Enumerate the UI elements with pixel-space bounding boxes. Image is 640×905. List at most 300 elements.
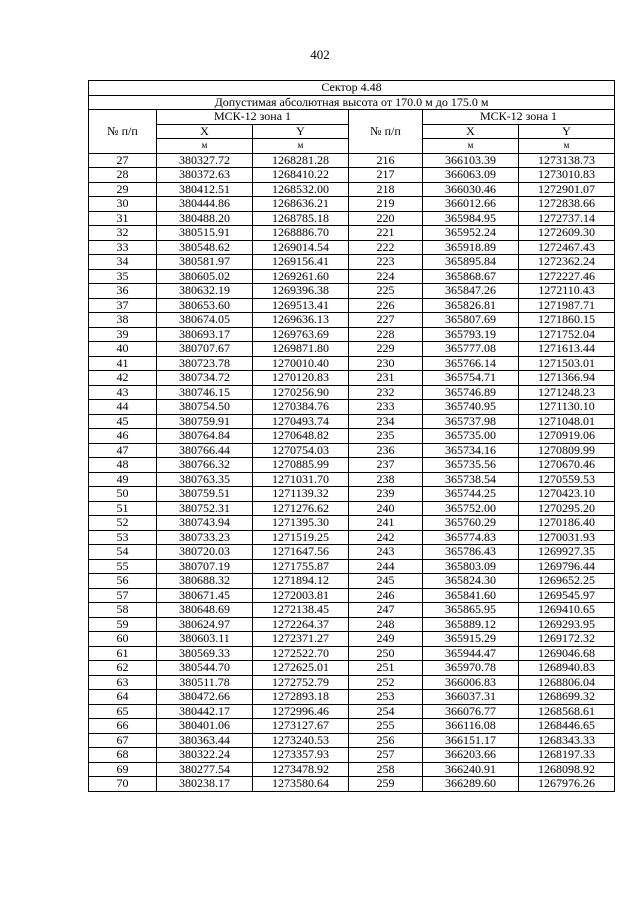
- y-value-left: 1270120.83: [253, 371, 349, 386]
- point-num-right: 216: [349, 153, 423, 168]
- point-num-left: 34: [89, 255, 157, 270]
- y-value-right: 1272609.30: [519, 226, 615, 241]
- point-num-left: 30: [89, 197, 157, 212]
- num-header-left: № п/п: [89, 110, 157, 154]
- x-value-right: 365754.71: [423, 371, 519, 386]
- x-value-right: 366006.83: [423, 675, 519, 690]
- x-value-left: 380754.50: [157, 400, 253, 415]
- point-num-left: 54: [89, 545, 157, 560]
- x-value-left: 380653.60: [157, 298, 253, 313]
- x-value-left: 380322.24: [157, 748, 253, 763]
- y-value-right: 1273138.73: [519, 153, 615, 168]
- point-num-right: 245: [349, 574, 423, 589]
- y-value-left: 1272003.81: [253, 588, 349, 603]
- point-num-left: 45: [89, 414, 157, 429]
- x-value-left: 380277.54: [157, 762, 253, 777]
- point-num-right: 252: [349, 675, 423, 690]
- x-value-left: 380544.70: [157, 661, 253, 676]
- x-value-left: 380723.78: [157, 356, 253, 371]
- y-value-left: 1269871.80: [253, 342, 349, 357]
- point-num-left: 53: [89, 530, 157, 545]
- table-row: [89, 429, 615, 444]
- table-row: [89, 284, 615, 299]
- x-value-left: 380327.72: [157, 153, 253, 168]
- x-value-right: 365777.08: [423, 342, 519, 357]
- x-value-right: 365807.69: [423, 313, 519, 328]
- y-value-right: 1268098.92: [519, 762, 615, 777]
- y-value-right: 1269172.32: [519, 632, 615, 647]
- point-num-left: 62: [89, 661, 157, 676]
- x-value-left: 380412.51: [157, 182, 253, 197]
- point-num-left: 50: [89, 487, 157, 502]
- x-value-right: 365889.12: [423, 617, 519, 632]
- y-value-right: 1269545.97: [519, 588, 615, 603]
- y-header-left: Y: [253, 124, 349, 139]
- x-value-right: 366037.31: [423, 690, 519, 705]
- y-value-left: 1271647.56: [253, 545, 349, 560]
- x-value-left: 380624.97: [157, 617, 253, 632]
- point-num-right: 253: [349, 690, 423, 705]
- x-value-right: 365746.89: [423, 385, 519, 400]
- y-value-right: 1268940.83: [519, 661, 615, 676]
- x-value-left: 380693.17: [157, 327, 253, 342]
- x-value-left: 380363.44: [157, 733, 253, 748]
- y-value-right: 1269927.35: [519, 545, 615, 560]
- y-value-left: 1272996.46: [253, 704, 349, 719]
- table-row: [89, 603, 615, 618]
- point-num-right: 250: [349, 646, 423, 661]
- point-num-left: 64: [89, 690, 157, 705]
- point-num-left: 47: [89, 443, 157, 458]
- point-num-left: 56: [89, 574, 157, 589]
- y-value-left: 1270010.40: [253, 356, 349, 371]
- table-row: [89, 327, 615, 342]
- y-value-left: 1271519.25: [253, 530, 349, 545]
- y-value-right: 1271752.04: [519, 327, 615, 342]
- point-num-right: 233: [349, 400, 423, 415]
- table-row: [89, 182, 615, 197]
- point-num-right: 239: [349, 487, 423, 502]
- y-value-left: 1269636.13: [253, 313, 349, 328]
- point-num-left: 68: [89, 748, 157, 763]
- table-row: [89, 501, 615, 516]
- point-num-right: 241: [349, 516, 423, 531]
- point-num-left: 57: [89, 588, 157, 603]
- point-num-right: 219: [349, 197, 423, 212]
- y-value-right: 1272467.43: [519, 240, 615, 255]
- table-row: [89, 574, 615, 589]
- unit-y-right: м: [519, 139, 615, 154]
- table-row: [89, 298, 615, 313]
- point-num-right: 231: [349, 371, 423, 386]
- table-row: [89, 458, 615, 473]
- table-row: [89, 545, 615, 560]
- y-header-right: Y: [519, 124, 615, 139]
- y-value-left: 1271894.12: [253, 574, 349, 589]
- point-num-left: 65: [89, 704, 157, 719]
- x-value-left: 380444.86: [157, 197, 253, 212]
- table-row: [89, 588, 615, 603]
- point-num-right: 258: [349, 762, 423, 777]
- point-num-right: 229: [349, 342, 423, 357]
- x-value-right: 365793.19: [423, 327, 519, 342]
- point-num-right: 222: [349, 240, 423, 255]
- point-num-left: 44: [89, 400, 157, 415]
- y-value-right: 1271987.71: [519, 298, 615, 313]
- table-row: [89, 197, 615, 212]
- point-num-left: 42: [89, 371, 157, 386]
- y-value-right: 1270670.46: [519, 458, 615, 473]
- point-num-left: 61: [89, 646, 157, 661]
- x-value-left: 380648.69: [157, 603, 253, 618]
- y-value-left: 1271031.70: [253, 472, 349, 487]
- x-value-right: 365774.83: [423, 530, 519, 545]
- point-num-right: 240: [349, 501, 423, 516]
- y-value-right: 1272362.24: [519, 255, 615, 270]
- y-value-right: 1269652.25: [519, 574, 615, 589]
- table-row: [89, 530, 615, 545]
- x-value-left: 380515.91: [157, 226, 253, 241]
- table-row: [89, 371, 615, 386]
- point-num-right: 257: [349, 748, 423, 763]
- y-value-left: 1269396.38: [253, 284, 349, 299]
- y-value-right: 1271048.01: [519, 414, 615, 429]
- x-value-left: 380743.94: [157, 516, 253, 531]
- point-num-left: 66: [89, 719, 157, 734]
- table-row: [89, 632, 615, 647]
- table-row: [89, 153, 615, 168]
- y-value-right: 1273010.83: [519, 168, 615, 183]
- point-num-left: 43: [89, 385, 157, 400]
- point-num-right: 217: [349, 168, 423, 183]
- table-row: [89, 400, 615, 415]
- y-value-left: 1272264.37: [253, 617, 349, 632]
- y-value-right: 1267976.26: [519, 777, 615, 792]
- y-value-left: 1268410.22: [253, 168, 349, 183]
- x-value-right: 365841.60: [423, 588, 519, 603]
- y-value-right: 1272110.43: [519, 284, 615, 299]
- unit-x-left: м: [157, 139, 253, 154]
- point-num-right: 244: [349, 559, 423, 574]
- point-num-left: 38: [89, 313, 157, 328]
- x-value-left: 380764.84: [157, 429, 253, 444]
- x-value-right: 365803.09: [423, 559, 519, 574]
- table-row: [89, 313, 615, 328]
- y-value-right: 1271130.10: [519, 400, 615, 415]
- y-value-left: 1270885.99: [253, 458, 349, 473]
- y-value-left: 1273127.67: [253, 719, 349, 734]
- y-value-right: 1270559.53: [519, 472, 615, 487]
- x-value-right: 366012.66: [423, 197, 519, 212]
- y-value-left: 1272371.27: [253, 632, 349, 647]
- point-num-left: 39: [89, 327, 157, 342]
- y-value-left: 1270384.76: [253, 400, 349, 415]
- point-num-right: 232: [349, 385, 423, 400]
- x-value-left: 380581.97: [157, 255, 253, 270]
- y-value-right: 1269796.44: [519, 559, 615, 574]
- x-value-right: 365740.95: [423, 400, 519, 415]
- point-num-right: 218: [349, 182, 423, 197]
- x-value-right: 365826.81: [423, 298, 519, 313]
- page-number: 402: [310, 47, 330, 62]
- point-num-right: 220: [349, 211, 423, 226]
- y-value-left: 1273357.93: [253, 748, 349, 763]
- point-num-right: 237: [349, 458, 423, 473]
- system-header-right: МСК-12 зона 1: [423, 110, 615, 125]
- point-num-right: 255: [349, 719, 423, 734]
- table-row: [89, 617, 615, 632]
- point-num-left: 70: [89, 777, 157, 792]
- point-num-left: 31: [89, 211, 157, 226]
- x-value-right: 366063.09: [423, 168, 519, 183]
- table-row: [89, 777, 615, 792]
- x-value-left: 380707.67: [157, 342, 253, 357]
- x-value-left: 380759.91: [157, 414, 253, 429]
- x-value-left: 380548.62: [157, 240, 253, 255]
- x-value-left: 380766.32: [157, 458, 253, 473]
- system-header-left: МСК-12 зона 1: [157, 110, 349, 125]
- y-value-right: 1271860.15: [519, 313, 615, 328]
- point-num-left: 36: [89, 284, 157, 299]
- x-value-left: 380605.02: [157, 269, 253, 284]
- num-header-right: № п/п: [349, 110, 423, 154]
- x-value-left: 380472.66: [157, 690, 253, 705]
- point-num-right: 242: [349, 530, 423, 545]
- table-row: [89, 516, 615, 531]
- x-value-right: 365952.24: [423, 226, 519, 241]
- x-value-left: 380720.03: [157, 545, 253, 560]
- y-value-left: 1273478.92: [253, 762, 349, 777]
- y-value-left: 1268281.28: [253, 153, 349, 168]
- x-header-left: X: [157, 124, 253, 139]
- x-value-left: 380759.51: [157, 487, 253, 502]
- x-value-right: 366076.77: [423, 704, 519, 719]
- x-value-left: 380569.33: [157, 646, 253, 661]
- x-value-right: 365970.78: [423, 661, 519, 676]
- table-row: [89, 748, 615, 763]
- x-value-right: 365738.54: [423, 472, 519, 487]
- point-num-left: 46: [89, 429, 157, 444]
- point-num-right: 227: [349, 313, 423, 328]
- table-header: [89, 81, 615, 154]
- x-value-right: 365847.26: [423, 284, 519, 299]
- y-value-right: 1269293.95: [519, 617, 615, 632]
- x-value-right: 366240.91: [423, 762, 519, 777]
- point-num-left: 67: [89, 733, 157, 748]
- y-value-left: 1272138.45: [253, 603, 349, 618]
- table-row: [89, 240, 615, 255]
- y-value-left: 1269156.41: [253, 255, 349, 270]
- y-value-right: 1268699.32: [519, 690, 615, 705]
- y-value-left: 1269763.69: [253, 327, 349, 342]
- x-value-right: 365735.56: [423, 458, 519, 473]
- x-value-left: 380752.31: [157, 501, 253, 516]
- table-row: [89, 704, 615, 719]
- x-value-left: 380746.15: [157, 385, 253, 400]
- x-value-right: 365868.67: [423, 269, 519, 284]
- point-num-left: 35: [89, 269, 157, 284]
- x-value-left: 380733.23: [157, 530, 253, 545]
- x-value-right: 365744.25: [423, 487, 519, 502]
- point-num-right: 247: [349, 603, 423, 618]
- table-row: [89, 472, 615, 487]
- point-num-left: 33: [89, 240, 157, 255]
- table-row: [89, 168, 615, 183]
- point-num-left: 60: [89, 632, 157, 647]
- y-value-right: 1271366.94: [519, 371, 615, 386]
- point-num-right: 238: [349, 472, 423, 487]
- y-value-left: 1273580.64: [253, 777, 349, 792]
- table-row: [89, 443, 615, 458]
- y-value-left: 1271395.30: [253, 516, 349, 531]
- point-num-right: 221: [349, 226, 423, 241]
- point-num-left: 48: [89, 458, 157, 473]
- height-range: Допустимая абсолютная высота от 170.0 м до 175.0 м: [89, 95, 615, 110]
- x-value-left: 380766.44: [157, 443, 253, 458]
- point-num-left: 55: [89, 559, 157, 574]
- point-num-left: 59: [89, 617, 157, 632]
- point-num-left: 41: [89, 356, 157, 371]
- point-num-right: 223: [349, 255, 423, 270]
- x-value-left: 380734.72: [157, 371, 253, 386]
- x-value-right: 365865.95: [423, 603, 519, 618]
- x-value-right: 365734.16: [423, 443, 519, 458]
- point-num-left: 63: [89, 675, 157, 690]
- y-value-left: 1270754.03: [253, 443, 349, 458]
- y-value-right: 1272901.07: [519, 182, 615, 197]
- x-value-left: 380401.06: [157, 719, 253, 734]
- point-num-right: 228: [349, 327, 423, 342]
- table-row: [89, 646, 615, 661]
- y-value-right: 1268197.33: [519, 748, 615, 763]
- table-row: [89, 661, 615, 676]
- unit-x-right: м: [423, 139, 519, 154]
- x-value-left: 380488.20: [157, 211, 253, 226]
- table-row: [89, 675, 615, 690]
- point-num-right: 251: [349, 661, 423, 676]
- y-value-right: 1269410.65: [519, 603, 615, 618]
- y-value-left: 1269513.41: [253, 298, 349, 313]
- table-row: [89, 385, 615, 400]
- y-value-left: 1268886.70: [253, 226, 349, 241]
- point-num-right: 248: [349, 617, 423, 632]
- point-num-left: 28: [89, 168, 157, 183]
- point-num-right: 235: [349, 429, 423, 444]
- point-num-right: 246: [349, 588, 423, 603]
- x-value-right: 365984.95: [423, 211, 519, 226]
- point-num-right: 236: [349, 443, 423, 458]
- point-num-left: 32: [89, 226, 157, 241]
- y-value-left: 1273240.53: [253, 733, 349, 748]
- point-num-right: 254: [349, 704, 423, 719]
- y-value-right: 1270919.06: [519, 429, 615, 444]
- x-value-left: 380688.32: [157, 574, 253, 589]
- y-value-left: 1270648.82: [253, 429, 349, 444]
- y-value-right: 1271503.01: [519, 356, 615, 371]
- x-value-left: 380238.17: [157, 777, 253, 792]
- table-row: [89, 487, 615, 502]
- table-row: [89, 414, 615, 429]
- x-value-right: 365915.29: [423, 632, 519, 647]
- point-num-left: 58: [89, 603, 157, 618]
- x-value-right: 365824.30: [423, 574, 519, 589]
- x-value-left: 380763.35: [157, 472, 253, 487]
- y-value-left: 1268532.00: [253, 182, 349, 197]
- table-row: [89, 356, 615, 371]
- y-value-left: 1268785.18: [253, 211, 349, 226]
- y-value-left: 1271276.62: [253, 501, 349, 516]
- y-value-right: 1270031.93: [519, 530, 615, 545]
- point-num-right: 249: [349, 632, 423, 647]
- y-value-left: 1272625.01: [253, 661, 349, 676]
- point-num-right: 224: [349, 269, 423, 284]
- y-value-right: 1268343.33: [519, 733, 615, 748]
- x-value-right: 366116.08: [423, 719, 519, 734]
- x-value-left: 380511.78: [157, 675, 253, 690]
- y-value-right: 1268568.61: [519, 704, 615, 719]
- table-row: [89, 690, 615, 705]
- point-num-right: 230: [349, 356, 423, 371]
- table-row: [89, 269, 615, 284]
- x-value-right: 365918.89: [423, 240, 519, 255]
- y-value-right: 1270295.20: [519, 501, 615, 516]
- y-value-left: 1271755.87: [253, 559, 349, 574]
- x-value-right: 365786.43: [423, 545, 519, 560]
- point-num-left: 40: [89, 342, 157, 357]
- x-header-right: X: [423, 124, 519, 139]
- x-value-left: 380707.19: [157, 559, 253, 574]
- y-value-right: 1271248.23: [519, 385, 615, 400]
- x-value-right: 365735.00: [423, 429, 519, 444]
- table-row: [89, 255, 615, 270]
- x-value-right: 366030.46: [423, 182, 519, 197]
- point-num-left: 49: [89, 472, 157, 487]
- y-value-left: 1269261.60: [253, 269, 349, 284]
- point-num-right: 256: [349, 733, 423, 748]
- y-value-right: 1270809.99: [519, 443, 615, 458]
- x-value-right: 365760.29: [423, 516, 519, 531]
- point-num-right: 226: [349, 298, 423, 313]
- point-num-left: 51: [89, 501, 157, 516]
- point-num-right: 259: [349, 777, 423, 792]
- y-value-left: 1271139.32: [253, 487, 349, 502]
- x-value-right: 365944.47: [423, 646, 519, 661]
- y-value-right: 1268446.65: [519, 719, 615, 734]
- table-row: [89, 762, 615, 777]
- x-value-right: 366103.39: [423, 153, 519, 168]
- x-value-left: 380372.63: [157, 168, 253, 183]
- table-row: [89, 342, 615, 357]
- point-num-left: 69: [89, 762, 157, 777]
- x-value-right: 366289.60: [423, 777, 519, 792]
- y-value-left: 1270256.90: [253, 385, 349, 400]
- table-row: [89, 211, 615, 226]
- point-num-right: 225: [349, 284, 423, 299]
- y-value-left: 1268636.21: [253, 197, 349, 212]
- y-value-left: 1272893.18: [253, 690, 349, 705]
- y-value-right: 1271613.44: [519, 342, 615, 357]
- y-value-left: 1272752.79: [253, 675, 349, 690]
- table-body: [89, 153, 615, 791]
- table-row: [89, 733, 615, 748]
- x-value-right: 365766.14: [423, 356, 519, 371]
- point-num-right: 234: [349, 414, 423, 429]
- x-value-left: 380632.19: [157, 284, 253, 299]
- x-value-left: 380674.05: [157, 313, 253, 328]
- x-value-right: 365752.00: [423, 501, 519, 516]
- y-value-left: 1269014.54: [253, 240, 349, 255]
- y-value-left: 1270493.74: [253, 414, 349, 429]
